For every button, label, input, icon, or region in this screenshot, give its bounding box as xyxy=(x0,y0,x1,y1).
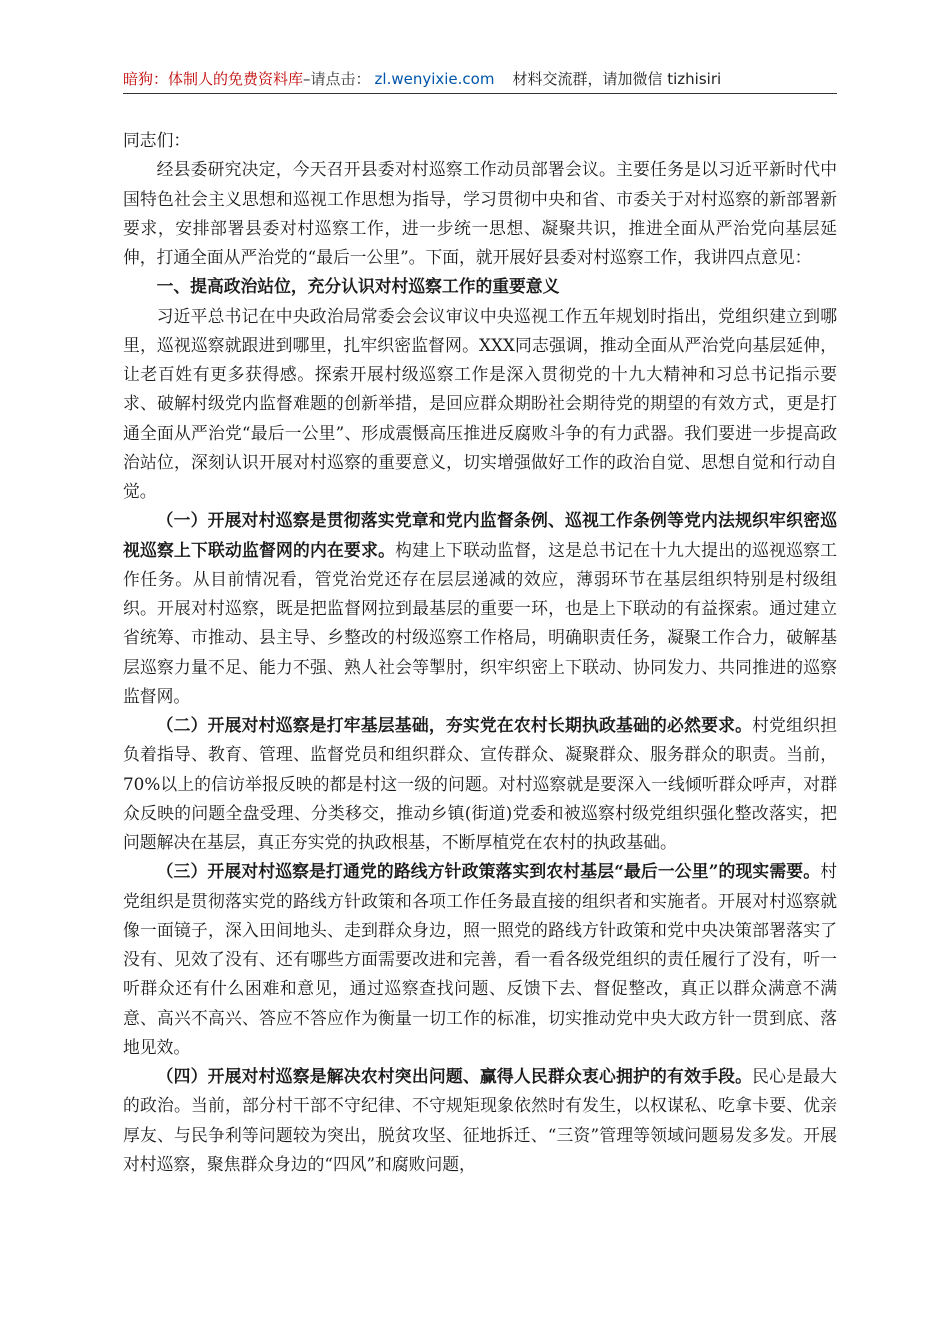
header-link-prefix: –请点击： xyxy=(303,70,371,88)
point-4-lead: （四）开展对村巡察是解决农村突出问题、赢得人民群众衷心拥护的有效手段。 xyxy=(156,1066,753,1086)
page-header xyxy=(123,68,837,89)
section-1-heading: 一、提高政治站位，充分认识对村巡察工作的重要意义 xyxy=(156,276,560,297)
point-3-body: 村党组织是贯彻落实党的路线方针政策和各项工作任务最直接的组织者和实施者。开展对村巡察就像一面镜子，深入田间地头、走到群众身边，照一照党的路线方针政策和党中央决策部署落实了没有、见效了没有、还有哪些方面需要改进和完善，看一看各级党组织的责任履行了没有，听一听群众还有什么困难和意见，通过巡察查找问题、反馈下去、督促整改，真正以群众满意不满意、高兴不高兴、答应不答应作为衡量一切工作的标准，切实推动党中央大政方针一贯到底、落地见效。 xyxy=(123,861,837,1057)
point-2-body: 村党组织担负着指导、教育、管理、监督党员和组织群众、宣传群众、凝聚群众、服务群众的职责。当前，70%以上的信访举报反映的都是村这一级的问题。对村巡察就是要深入一线倾听群众呼声，对群众反映的问题全盘受理、分类移交，推动乡镇(街道)党委和被巡察村级党组织强化整改落实，把问题解决在基层，真正夯实党的执政根基，不断厚植党在农村的执政基础。 xyxy=(123,715,837,852)
point-3-paragraph xyxy=(123,857,837,1062)
intro-paragraph: 经县委研究决定，今天召开县委对村巡察工作动员部署会议。主要任务是以习近平新时代中国特色社会主义思想和巡视工作思想为指导，学习贯彻中央和省、市委关于对村巡察的新部署新要求，安排部署县委对村巡察工作，进一步统一思想、凝聚共识，推进全面从严治党向基层延伸，打通全面从严治党的“最后一公里”。下面，就开展好县委对村巡察工作，我讲四点意见： xyxy=(123,159,837,267)
header-group-info: 材料交流群，请加微信 tizhisiri xyxy=(512,70,722,88)
point-1-lead: （一）开展对村巡察是贯彻落实党章和党内监督条例、巡视工作条例等党内法规织牢织密巡视巡察上下联动监督网的内在要求。 xyxy=(123,510,837,560)
point-2-paragraph xyxy=(123,711,837,857)
point-4-paragraph xyxy=(123,1062,837,1179)
document-body xyxy=(123,126,837,1179)
header-brand: 暗狗：体制人的免费资料库 xyxy=(123,70,304,88)
section-1-paragraph: 习近平总书记在中央政治局常委会会议审议中央巡视工作五年规划时指出，党组织建立到哪里，巡视巡察就跟进到哪里，扎牢织密监督网。XXX同志强调，推动全面从严治党向基层延伸，让老百姓有更多获得感。探索开展村级巡察工作是深入贯彻党的十九大精神和习总书记指示要求、破解村级党内监督难题的创新举措，是回应群众期盼社会期待党的期望的有效方式，更是打通全面从严治党“最后一公里”、形成震慑高压推进反腐败斗争的有力武器。我们要进一步提高政治站位，深刻认识开展对村巡察的重要意义，切实增强做好工作的政治自觉、思想自觉和行动自觉。 xyxy=(123,305,837,501)
point-3-lead: （三）开展对村巡察是打通党的路线方针政策落实到农村基层“最后一公里”的现实需要。 xyxy=(156,861,821,882)
point-1-paragraph xyxy=(123,506,837,711)
header-url-link[interactable]: zl.wenyixie.com xyxy=(374,70,495,88)
point-1-body: 构建上下联动监督，这是总书记在十九大提出的巡视巡察工作任务。从目前情况看，管党治党还存在层层递减的效应，薄弱环节在基层组织特别是村级组织。开展对村巡察，既是把监督网拉到最基层的重要一环，也是上下联动的有益探索。通过建立省统筹、市推动、县主导、乡整改的村级巡察工作格局，明确职责任务，凝聚工作合力，破解基层巡察力量不足、能力不强、熟人社会等掣肘，织牢织密上下联动、协同发力、共同推进的巡察监督网。 xyxy=(123,539,837,706)
header-divider xyxy=(123,93,837,94)
salutation: 同志们： xyxy=(123,130,191,150)
point-2-lead: （二）开展对村巡察是打牢基层基础，夯实党在农村长期执政基础的必然要求。 xyxy=(156,715,753,735)
point-4-body: 民心是最大的政治。当前，部分村干部不守纪律、不守规矩现象依然时有发生，以权谋私、吃拿卡要、优亲厚友、与民争利等问题较为突出，脱贫攻坚、征地拆迁、“三资”管理等领域问题易发多发。开展对村巡察，聚焦群众身边的“四风”和腐败问题， xyxy=(123,1066,837,1174)
